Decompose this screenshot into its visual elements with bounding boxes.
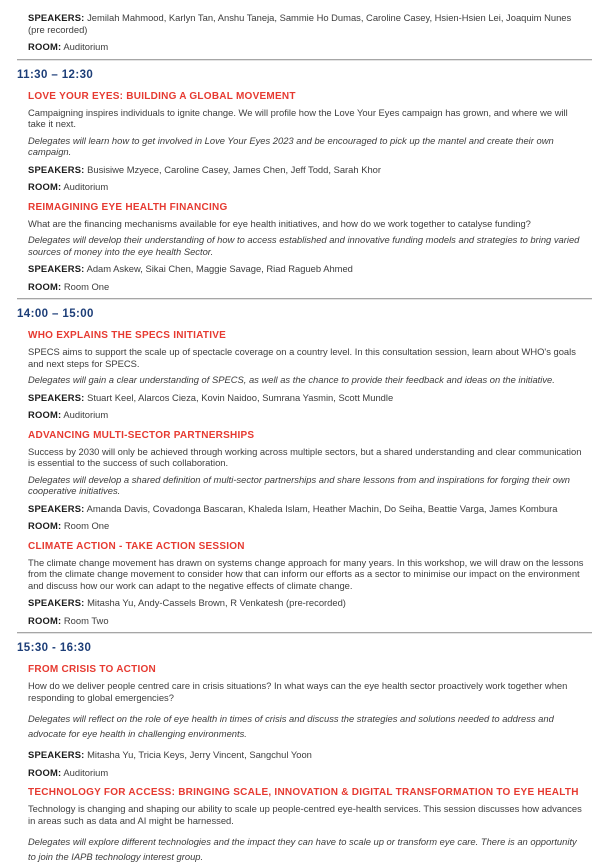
- timeslot-time: 15:30 - 16:30: [17, 642, 92, 654]
- session-description: SPECS aims to support the scale up of spectacle coverage on a country level. In this consultation session, learn about WHO's goals and next steps for SPECS.: [28, 346, 576, 369]
- session-room-row: [28, 409, 584, 421]
- session-outcome: Delegates will develop a shared definition of multi-sector partnerships and share lessons from and inspirations for forging their own cooperative initiatives.: [28, 473, 570, 496]
- room-label: ROOM:: [28, 181, 62, 192]
- room-label: ROOM:: [28, 41, 62, 52]
- session: [17, 787, 592, 864]
- speakers-label: SPEAKERS:: [28, 263, 85, 274]
- session: [17, 541, 592, 627]
- session-description: Technology is changing and shaping our ability to scale up people-centred eye-health services. This session discusses how advances in areas such as data and AI might be harnessed.: [28, 803, 582, 826]
- intro-speakers-row: [28, 12, 584, 35]
- session-title: REIMAGINING EYE HEALTH FINANCING: [28, 201, 228, 213]
- session-room-row: [28, 767, 584, 779]
- session-speakers-row: [28, 503, 584, 515]
- speakers-label: SPEAKERS:: [28, 502, 85, 514]
- session: [17, 664, 592, 778]
- session-outcome: Delegates will develop their understanding of how to access established and innovative funding models and strategies to bring varied sources of money into the eye health Sector.: [28, 234, 580, 257]
- session-speakers-row: [28, 749, 584, 761]
- timeslot-time: 11:30 – 12:30: [17, 68, 94, 81]
- session-speakers-row: [28, 263, 584, 275]
- session-room-row: [28, 520, 584, 532]
- session-description: What are the financing mechanisms available for eye health initiatives, and how do we work together to catalyse funding?: [28, 217, 531, 229]
- speakers-list: Mitasha Yu, Tricia Keys, Jerry Vincent, Sangchul Yoon: [87, 749, 312, 760]
- session-room-row: [28, 615, 584, 627]
- speakers-list: Stuart Keel, Alarcos Cieza, Kovin Naidoo, Sumrana Yasmin, Scott Mundle: [87, 391, 394, 403]
- session-description: Success by 2030 will only be achieved through working across multiple sectors, but a shared understanding and clear communication is essential to the success of such collaboration.: [28, 445, 582, 468]
- room-label: ROOM:: [28, 520, 62, 531]
- speakers-label: SPEAKERS:: [28, 12, 85, 23]
- room-label: ROOM:: [28, 766, 62, 778]
- session-outcome: Delegates will gain a clear understanding of SPECS, as well as the chance to provide their feedback and ideas on the initiative.: [28, 374, 555, 385]
- section-divider: [17, 298, 592, 300]
- session-title: CLIMATE ACTION - TAKE ACTION SESSION: [28, 540, 245, 552]
- timeslot-time: 14:00 – 15:00: [17, 308, 94, 320]
- speakers-list: Amanda Davis, Covadonga Bascaran, Khaleda Islam, Heather Machin, Do Seiha, Beattie Varga, James Kombura: [86, 502, 558, 514]
- session-title: TECHNOLOGY FOR ACCESS: BRINGING SCALE, INNOVATION & DIGITAL TRANSFORMATION TO EYE HEALTH: [28, 787, 579, 798]
- speakers-label: SPEAKERS:: [28, 749, 85, 760]
- session-speakers-row: [28, 597, 584, 609]
- room-label: ROOM:: [28, 614, 62, 626]
- room-name: Room One: [63, 280, 110, 292]
- speakers-label: SPEAKERS:: [28, 163, 85, 175]
- speakers-list: Busisiwe Mzyece, Caroline Casey, James Chen, Jeff Todd, Sarah Khor: [87, 163, 381, 175]
- session-outcome: Delegates will learn how to get involved in Love Your Eyes 2023 and be encouraged to pick up the mantel and create their own campaign.: [28, 134, 554, 157]
- session-speakers-row: [28, 392, 584, 404]
- section-divider: [17, 632, 592, 634]
- room-label: ROOM:: [28, 409, 62, 420]
- section-divider: [17, 59, 592, 61]
- session-title: WHO EXPLAINS THE SPECS INITIATIVE: [28, 330, 227, 341]
- session: [17, 330, 592, 421]
- intro-session-meta: [17, 12, 592, 53]
- room-name: Room One: [63, 520, 110, 531]
- intro-room-row: [28, 41, 584, 53]
- session-title: LOVE YOUR EYES: BUILDING A GLOBAL MOVEMENT: [28, 90, 296, 102]
- session-description: Campaigning inspires individuals to ignite change. We will profile how the Love Your Eyes campaign has grown, and where we will take it next.: [28, 106, 568, 129]
- session: [17, 202, 592, 293]
- room-name: Auditorium: [63, 41, 109, 52]
- session-title: FROM CRISIS TO ACTION: [28, 664, 157, 675]
- session-outcome: Delegates will reflect on the role of eye health in times of crisis and discuss the strategies and solutions needed to address and advocate for eye health in challenging environments.: [28, 713, 554, 739]
- room-name: Auditorium: [63, 766, 109, 778]
- session-speakers-row: [28, 164, 584, 176]
- speakers-list: Jemilah Mahmood, Karlyn Tan, Anshu Taneja, Sammie Ho Dumas, Caroline Casey, Hsien-Hsien Lei, Joaquim Nunes (pre recorded): [28, 12, 572, 35]
- speakers-label: SPEAKERS:: [28, 391, 85, 403]
- session-outcome: Delegates will explore different technologies and the impact they can have to scale up or transform eye care. There is an opportunity to join the IAPB technology interest group.: [28, 836, 577, 862]
- session: [17, 430, 592, 532]
- session: [17, 91, 592, 193]
- speakers-list: Adam Askew, Sikai Chen, Maggie Savage, Riad Ragueb Ahmed: [86, 263, 353, 274]
- room-name: Auditorium: [63, 181, 109, 192]
- room-label: ROOM:: [28, 280, 62, 292]
- session-title: ADVANCING MULTI-SECTOR PARTNERSHIPS: [28, 429, 255, 441]
- session-description: How do we deliver people centred care in crisis situations? In what ways can the eye health sector proactively work together when responding to global emergencies?: [28, 680, 568, 703]
- speakers-list: Mitasha Yu, Andy-Cassels Brown, R Venkatesh (pre-recorded): [87, 597, 346, 608]
- session-room-row: [28, 181, 584, 193]
- session-room-row: [28, 281, 584, 293]
- session-description: The climate change movement has drawn on systems change approach for many years. In this workshop, we will draw on the lessons from the climate change movement to consider how that can inform our efforts as a sector to minimise our impact on the environment and discuss how our work can adapt to the negative effects of climate change.: [28, 556, 584, 591]
- room-name: Auditorium: [63, 409, 109, 420]
- speakers-label: SPEAKERS:: [28, 597, 85, 608]
- room-name: Room Two: [63, 614, 109, 626]
